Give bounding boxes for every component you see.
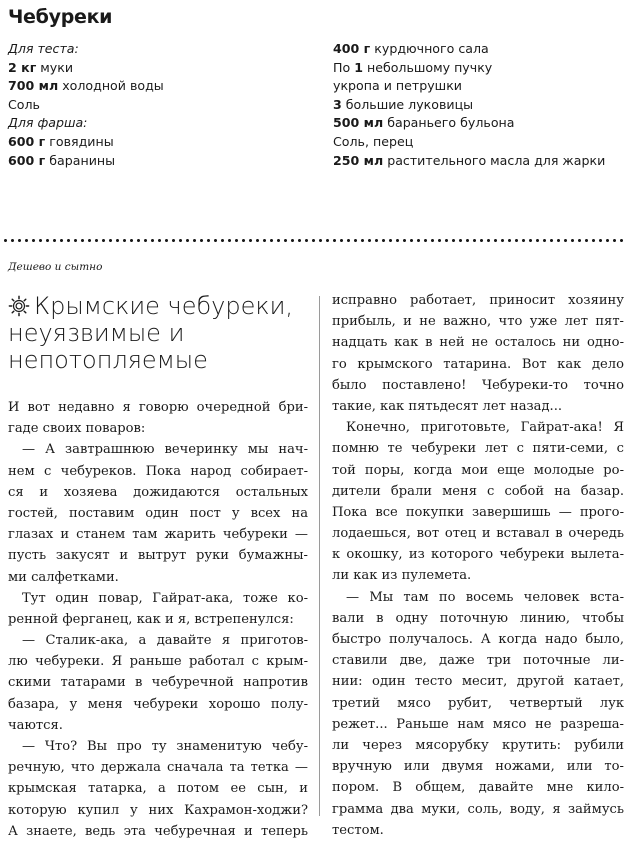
ingredient-line xyxy=(8,133,308,152)
ingredient-line xyxy=(8,59,308,78)
ingredients-left-column xyxy=(8,40,308,170)
body-text-line: помню те чебуреки лет с пяти-семи, с xyxy=(332,441,624,457)
ingredient-text: Соль, перец xyxy=(333,133,414,149)
body-text-line: гостей, поставим один пост у всех на xyxy=(8,505,308,521)
body-text-line: быстро получалось. А когда надо было, xyxy=(332,632,624,647)
ingredient-quantity: 1 xyxy=(354,59,363,75)
body-text-line: Пока все покупки завершишь — прого- xyxy=(332,504,624,520)
ingredient-line xyxy=(8,152,308,171)
body-text-line: базара, у меня чебуреки хорошо полу- xyxy=(8,696,308,712)
body-text-line: крымская татарка, а потом ее сын, и xyxy=(8,781,308,797)
body-text-line: ренной ферганец, как и я, встрепенулся: xyxy=(8,611,294,627)
body-text-line: лодаешься, вот отец и вставал в очередь xyxy=(332,526,624,542)
ingredient-text: Для теста: xyxy=(8,41,79,56)
body-text-line: лю чебуреки. Я раньше работал с крым- xyxy=(8,654,308,670)
body-text-line: — А завтрашнюю вечеринку мы нач- xyxy=(22,442,308,458)
body-text-line: к окошку, из которого чебуреки вылета- xyxy=(332,547,624,563)
ingredient-line xyxy=(8,96,308,115)
ingredient-quantity: 500 мл xyxy=(333,115,384,131)
ingredient-text: муки xyxy=(36,59,74,75)
body-text-line: вручную или двумя ножами, или то- xyxy=(332,759,624,775)
ingredient-text: курдючного сала xyxy=(370,41,489,56)
ingredient-prefix: По xyxy=(333,59,355,75)
ingredient-line xyxy=(333,77,623,96)
ingredient-section-heading xyxy=(8,114,308,133)
body-text-line: нем с чебуреков. Пока народ собирает- xyxy=(8,463,308,479)
body-text-line: грамма два муки, соль, воду, я займусь xyxy=(332,801,624,817)
ingredient-text: Соль xyxy=(8,96,40,112)
body-text-line: ся и хозяева дожидаются остальных xyxy=(8,484,308,500)
dotted-divider xyxy=(2,239,626,242)
ingredient-quantity: 600 г xyxy=(8,152,46,168)
ingredient-line xyxy=(333,96,623,115)
ingredient-text: укропа и петрушки xyxy=(333,78,462,94)
ingredient-quantity: 400 г xyxy=(333,41,371,56)
body-text-line: гаде своих поваров: xyxy=(8,421,146,437)
body-text-line: чаются. xyxy=(8,717,63,733)
ingredients-right-column xyxy=(333,40,623,170)
body-text-line: дители брали меня с собой на базар. xyxy=(332,483,624,499)
article-headline: Крымские чебуреки, неуязвимые и непотопляемые xyxy=(8,292,294,374)
body-text-line: прибыль, и не важно, что уже лет пят- xyxy=(332,314,624,330)
article-body-right-column xyxy=(332,290,624,841)
ingredient-text: Для фарша: xyxy=(8,115,88,131)
body-text-line: третий мясо рубит, четвертый лук xyxy=(332,695,624,711)
ingredient-quantity: 600 г xyxy=(8,133,46,149)
ingredient-text: говядины xyxy=(45,133,114,149)
recipe-title: Чебуреки xyxy=(8,6,113,28)
ingredient-quantity: 700 мл xyxy=(8,78,59,94)
ingredient-text: большие луковицы xyxy=(341,96,474,112)
body-text-line: речную, что держала сначала та тетка — xyxy=(8,760,308,776)
body-text-line: ми салфетками. xyxy=(8,569,119,585)
ingredient-text: холодной воды xyxy=(58,78,164,94)
body-text-line: исправно работает, приносит хозяину xyxy=(332,293,624,308)
ingredient-line xyxy=(333,59,623,78)
body-text-line: глазах и станем там жарить чебуреки — xyxy=(8,527,308,543)
body-text-line: скими татарами в чебуречной напротив xyxy=(8,675,308,691)
article-headline-block xyxy=(8,293,308,374)
ingredient-text: бараньего бульона xyxy=(383,115,515,131)
ingredient-text: баранины xyxy=(45,152,116,168)
article-body-left-column xyxy=(8,397,308,842)
body-text-line: пусть закусят и вытрут руки бумажны- xyxy=(8,548,308,564)
ingredient-quantity: 3 xyxy=(333,96,342,112)
body-text-line: ли как из пулемета. xyxy=(332,568,472,584)
ingredient-quantity: 2 кг xyxy=(8,59,37,75)
body-text-line: ставили две, даже три поточные ли- xyxy=(332,653,624,669)
body-text-line: — Сталик-ака, а давайте я приготов- xyxy=(22,633,308,649)
body-text-line: режет... Раньше нам мясо не разреша- xyxy=(332,716,624,732)
body-text-line: надцать как в ней не осталось ни одно- xyxy=(332,335,624,351)
body-text-line: ли через мясорубку крутить: рубили xyxy=(332,737,624,753)
body-text-line: Тут один повар, Гайрат-ака, тоже ко- xyxy=(22,590,308,606)
body-text-line: пором. В общем, давайте мне кило- xyxy=(332,780,624,796)
ingredient-line xyxy=(333,114,623,133)
body-text-line: Конечно, приготовьте, Гайрат-ака! Я xyxy=(346,420,624,436)
body-text-line: которую купил у них Кахрамон-ходжи? xyxy=(8,802,308,818)
column-rule xyxy=(319,296,320,816)
sun-ornament-icon xyxy=(8,295,30,317)
body-text-line: такие, как пятьдесят лет назад... xyxy=(332,398,563,414)
ingredient-text: небольшому пучку xyxy=(362,59,493,75)
body-text-line: — Что? Вы про ту знаменитую чебу- xyxy=(22,739,308,754)
ingredient-text: растительного масла для жарки xyxy=(383,152,606,168)
body-text-line: было поставлено! Чебуреки-то точно xyxy=(332,377,624,393)
body-text-line: А знаете, ведь эта чебуречная и теперь xyxy=(8,823,308,839)
ingredient-line xyxy=(8,77,308,96)
body-text-line: вали в одну поточную линию, чтобы xyxy=(332,610,624,626)
article-rubric: Дешево и сытно xyxy=(8,261,103,273)
body-text-line: И вот недавно я говорю очередной бри- xyxy=(8,400,308,415)
ingredient-section-heading xyxy=(8,40,308,59)
body-text-line: нии: один тесто месит, другой катает, xyxy=(332,674,624,690)
body-text-line: тестом. xyxy=(332,822,384,838)
ingredient-line xyxy=(333,152,623,171)
ingredient-line xyxy=(333,133,623,152)
body-text-line: — Мы там по восемь человек вста- xyxy=(346,589,624,605)
body-text-line: той поры, когда мои еще молодые ро- xyxy=(332,462,624,478)
body-text-line: го крымского татарина. Вот как дело xyxy=(332,356,624,372)
ingredient-quantity: 250 мл xyxy=(333,152,384,168)
ingredient-line xyxy=(333,40,623,59)
